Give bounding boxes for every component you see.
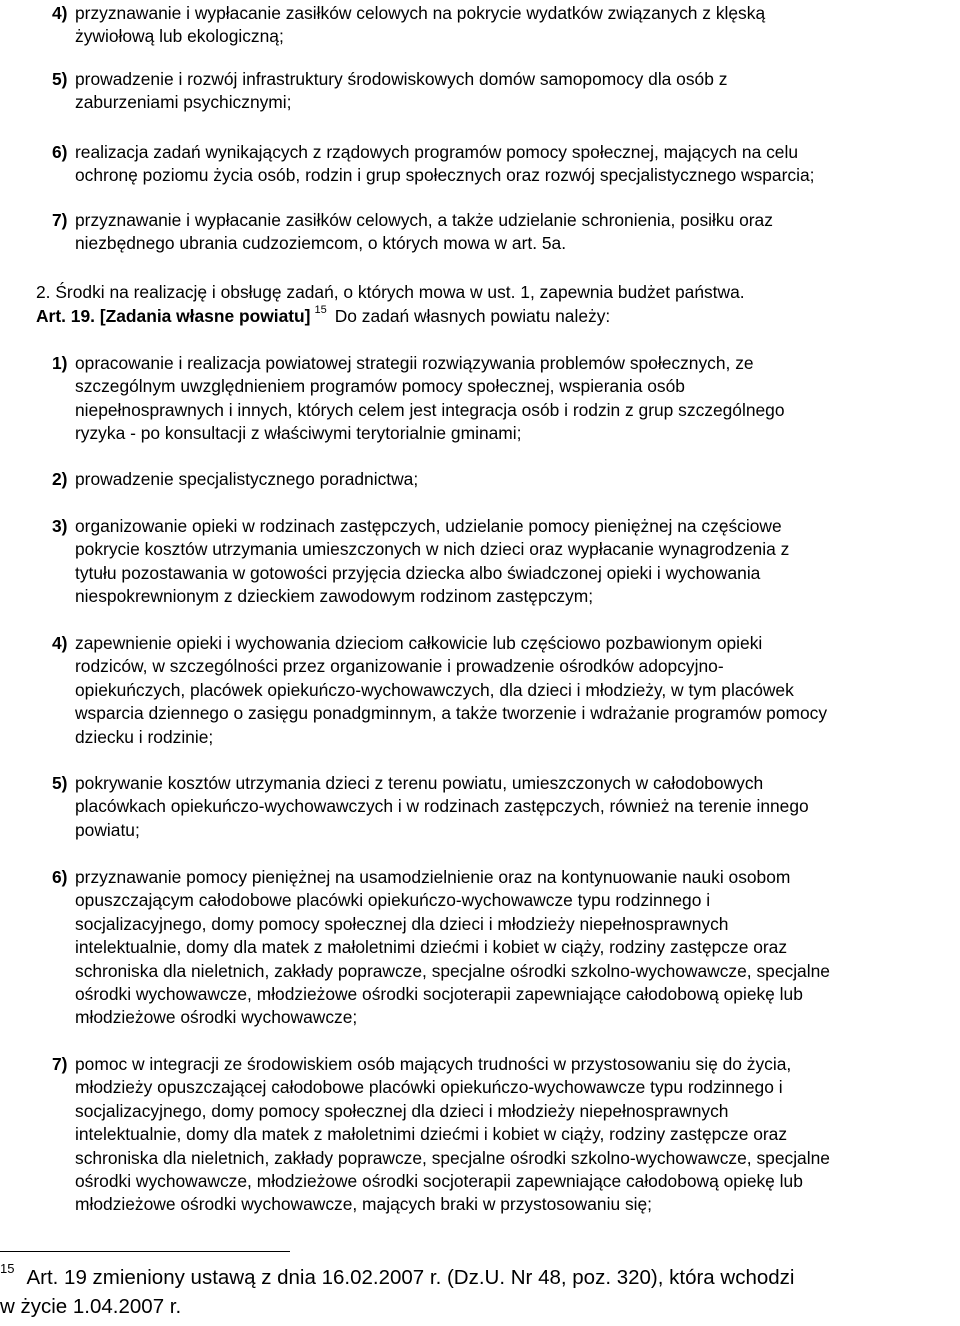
footnote <box>0 1261 960 1320</box>
item-number: 4) <box>52 633 68 653</box>
item-number: 1) <box>52 353 68 373</box>
item-number: 6) <box>52 867 68 887</box>
item-line: opracowanie i realizacja powiatowej strategii rozwiązywania problemów społecznych, ze <box>75 353 754 373</box>
item-line: zapewnienie opieki i wychowania dzieciom całkowicie lub częściowo pozbawionym opieki <box>75 633 763 653</box>
item-line: ośrodki wychowawcze, młodzieżowe ośrodki socjoterapii zapewniające całodobową opiekę lub <box>75 984 803 1005</box>
item-line: opiekuńczych, placówek opiekuńczo-wychowawczych, dla dzieci i młodzieży, w tym placówek <box>75 679 794 700</box>
item-line: zaburzeniami psychicznymi; <box>75 92 292 113</box>
item-line: prowadzenie specjalistycznego poradnictwa; <box>75 469 419 489</box>
item-line: socjalizacyjnego, domy pomocy społecznej dla dzieci i młodzieży niepełnosprawnych <box>75 1100 729 1121</box>
item-line: tytułu pozostawania w gotowości przyjęcia dziecka albo świadczonej opieki i wychowania <box>75 562 761 583</box>
item-line: młodzieżowe ośrodki wychowawcze, mających braki w przystosowaniu się; <box>75 1194 653 1215</box>
item-number: 7) <box>52 210 68 230</box>
item-line: schroniska dla nieletnich, zakłady poprawcze, specjalne ośrodki szkolno-wychowawcze, specjalne <box>75 1147 830 1168</box>
item-line: młodzieżowe ośrodki wychowawcze; <box>75 1007 358 1028</box>
item-line: pokrywanie kosztów utrzymania dzieci z terenu powiatu, umieszczonych w całodobowych <box>75 773 764 793</box>
footnote-line: w życie 1.04.2007 r. <box>0 1295 182 1318</box>
item-line: dziecku i rodzinie; <box>75 726 214 747</box>
item-line: schroniska dla nieletnich, zakłady poprawcze, specjalne ośrodki szkolno-wychowawcze, specjalne <box>75 960 830 981</box>
item-line: socjalizacyjnego, domy pomocy społecznej dla dzieci i młodzieży niepełnosprawnych <box>75 913 729 934</box>
list-item-5 <box>52 68 960 115</box>
item-line: realizacja zadań wynikających z rządowych programów pomocy społecznej, mających na celu <box>75 142 799 162</box>
item-line: opuszczającym całodobowe placówki opiekuńczo-wychowawcze typu rodzinnego i <box>75 890 711 911</box>
list-item-4 <box>52 2 960 49</box>
item-line: prowadzenie i rozwój infrastruktury środowiskowych domów samopomocy dla osób z <box>75 69 728 89</box>
item-line: niepełnosprawnych i innych, których celem jest integracja osób i rodzin z grup szczególnego <box>75 399 785 420</box>
item-number: 4) <box>52 3 68 23</box>
item-number: 6) <box>52 142 68 162</box>
item-line: rodziców, w szczególności przez organizowanie i prowadzenie ośrodków adopcyjno- <box>75 656 724 677</box>
art19-item-1 <box>52 352 960 446</box>
footnote-divider <box>0 1251 290 1252</box>
item-line: organizowanie opieki w rodzinach zastępczych, udzielanie pomocy pieniężnej na częściowe <box>75 516 782 536</box>
item-line: niespokrewnionym z dzieckiem zawodowym rodzinom zastępczym; <box>75 586 594 607</box>
art19-item-5 <box>52 772 960 842</box>
article-intro: Do zadań własnych powiatu należy: <box>334 306 611 326</box>
item-number: 5) <box>52 69 68 89</box>
footnote-reference[interactable]: 15 <box>314 304 327 316</box>
item-line: przyznawanie pomocy pieniężnej na usamodzielnienie oraz na kontynuowanie nauki osobom <box>75 867 791 887</box>
art19-item-3 <box>52 515 960 609</box>
item-line: przyznawanie i wypłacanie zasiłków celowych, a także udzielanie schronienia, posiłku oraz <box>75 210 773 230</box>
list-item-6 <box>52 141 960 188</box>
item-number: 5) <box>52 773 68 793</box>
article-heading <box>36 305 956 328</box>
item-line: szczególnym uwzględnieniem programów pomocy społecznej, wspierania osób <box>75 376 685 397</box>
item-number: 3) <box>52 516 68 536</box>
item-line: wsparcia dziennego o zasięgu ponadgminnym, a także tworzenie i wdrażanie programów pomocy <box>75 703 828 724</box>
item-number: 2) <box>52 469 68 489</box>
item-line: ośrodki wychowawcze, młodzieżowe ośrodki socjoterapii zapewniające całodobową opiekę lub <box>75 1171 803 1192</box>
item-line: młodzieży opuszczającej całodobowe placówki opiekuńczo-wychowawcze typu rodzinnego i <box>75 1077 783 1098</box>
item-line: placówkach opiekuńczo-wychowawczych i w rodzinach zastępczych, również na terenie innego <box>75 796 809 817</box>
item-line: ochronę poziomu życia osób, rodzin i grup społecznych oraz rozwój specjalistycznego wsparcia; <box>75 165 815 186</box>
art19-item-4 <box>52 632 960 749</box>
article-title: [Zadania własne powiatu] <box>99 306 311 326</box>
item-line: intelektualnie, domy dla matek z małoletnimi dziećmi i kobiet w ciąży, rodziny zastępcze oraz <box>75 937 788 958</box>
item-line: przyznawanie i wypłacanie zasiłków celowych na pokrycie wydatków związanych z klęską <box>75 3 766 23</box>
article-label: Art. 19. <box>36 306 95 326</box>
footnote-line: Art. 19 zmieniony ustawą z dnia 16.02.2007 r. (Dz.U. Nr 48, poz. 320), która wchodzi <box>26 1266 795 1289</box>
item-line: pomoc w integracji ze środowiskiem osób mających trudności w przystosowaniu się do życia, <box>75 1054 792 1074</box>
item-number: 7) <box>52 1054 68 1074</box>
item-line: ryzyka - po konsultacji z właściwymi terytorialnie gminami; <box>75 423 522 444</box>
art19-item-7 <box>52 1053 960 1217</box>
list-item-7 <box>52 209 960 256</box>
item-line: żywiołową lub ekologiczną; <box>75 26 284 47</box>
art19-item-2 <box>52 468 960 491</box>
footnote-mark: 15 <box>0 1261 15 1276</box>
item-line: intelektualnie, domy dla matek z małoletnimi dziećmi i kobiet w ciąży, rodziny zastępcze oraz <box>75 1124 788 1145</box>
item-line: powiatu; <box>75 819 140 840</box>
section-2-paragraph: 2. Środki na realizację i obsługę zadań, o których mowa w ust. 1, zapewnia budżet państwa. <box>36 282 745 302</box>
art19-item-6 <box>52 866 960 1030</box>
item-line: pokrycie kosztów utrzymania umieszczonych w nich dzieci oraz wypłacanie wynagrodzenia z <box>75 539 790 560</box>
item-line: niezbędnego ubrania cudzoziemcom, o których mowa w art. 5a. <box>75 233 567 254</box>
